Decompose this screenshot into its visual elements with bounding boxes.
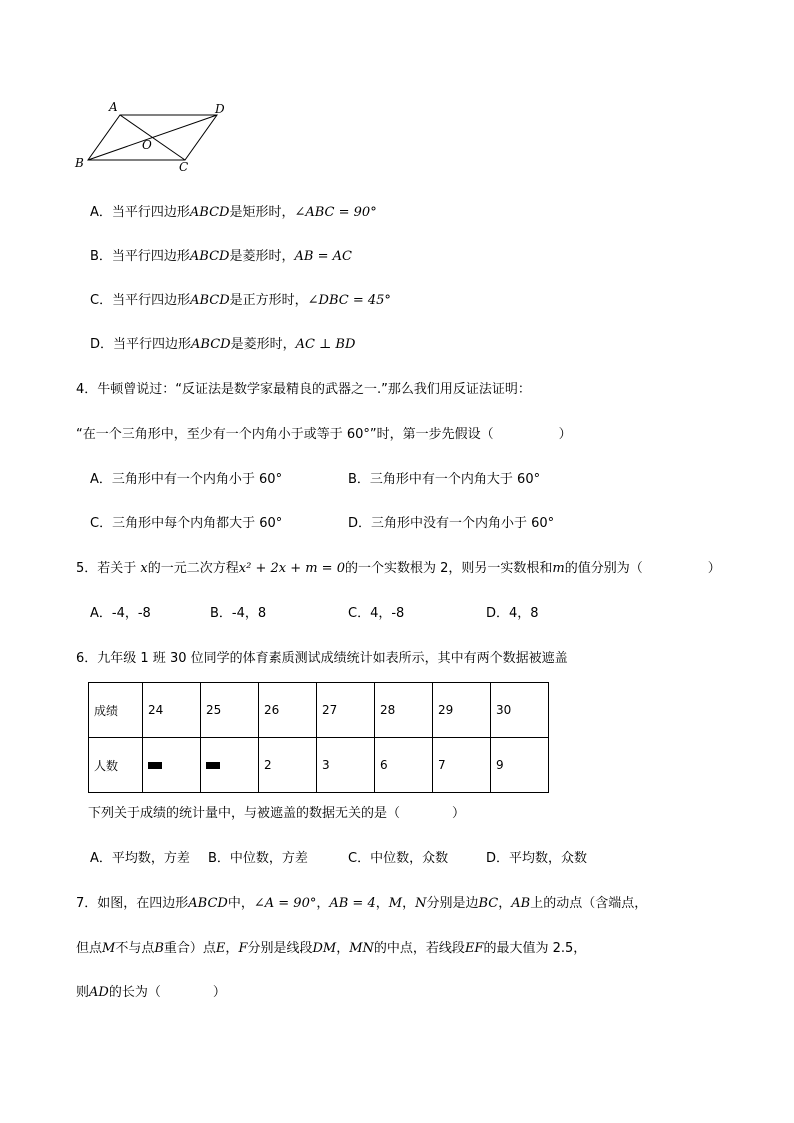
table-row-scores [89,683,549,738]
parallelogram-figure [72,98,242,178]
table-cell: 成绩 [89,683,143,738]
table-cell: 26 [259,683,317,738]
q6-option-d: D．平均数，众数 [486,851,588,866]
table-cell: 28 [375,683,433,738]
table-cell: 2 [259,738,317,793]
table-cell: 30 [491,683,549,738]
table-cell: 27 [317,683,375,738]
table-row-counts [89,738,549,793]
table-cell: 24 [143,683,201,738]
q6-option-c: C．中位数，众数 [348,851,449,866]
q5-stem: 5．若关于 x的一元二次方程x² + 2x + m = 0的一个实数根为 2，则另一实数根和m的值分别为（ ） [76,561,721,576]
table-cell: 人数 [89,738,143,793]
q4-option-b: B．三角形中有一个内角大于 60° [348,472,541,487]
q6-stem: 6．九年级 1 班 30 位同学的体育素质测试成绩统计如表所示，其中有两个数据被遮盖 [76,651,568,666]
q4-option-c: C．三角形中每个内角都大于 60° [90,516,283,531]
table-cell: 9 [491,738,549,793]
q7-line2: 但点M不与点B重合）点E，F分别是线段DM，MN的中点，若线段EF的最大值为 2.5， [76,941,587,956]
q7-line3: 则AD的长为（ ） [76,985,226,1000]
q5-option-c: C．4，-8 [348,606,405,621]
q3-option-d: D．当平行四边形ABCD是菱形时，AC ⊥ BD [90,337,356,352]
q4-stem-line1: 4．牛顿曾说过：“反证法是数学家最精良的武器之一.”那么我们用反证法证明： [76,382,531,397]
q5-option-d: D．4，8 [486,606,539,621]
q6-option-a: A．平均数，方差 [90,851,190,866]
table-cell: 3 [317,738,375,793]
q6-after: 下列关于成绩的统计量中，与被遮盖的数据无关的是（ ） [88,806,466,821]
q3-option-b: B．当平行四边形ABCD是菱形时，AB = AC [90,249,352,264]
cover-block [148,762,162,769]
q5-option-a: A．-4，-8 [90,606,151,621]
table-cell-covered [201,738,259,793]
table-cell: 25 [201,683,259,738]
table-cell: 6 [375,738,433,793]
q7-line1: 7．如图，在四边形ABCD中，∠A = 90°，AB = 4，M，N分别是边BC，AB上的动点（含端点， [76,896,648,911]
diagonal-bd [88,115,217,160]
table-cell: 29 [433,683,491,738]
q4-stem-line2: “在一个三角形中，至少有一个内角小于或等于 60°”时，第一步先假设（ ） [76,427,572,442]
cover-block [206,762,220,769]
label-d: D [215,102,225,116]
q5-option-b: B．-4，8 [210,606,267,621]
label-a: A [109,100,118,114]
label-c: C [179,160,189,174]
q4-option-a: A．三角形中有一个内角小于 60° [90,472,283,487]
table-cell: 7 [433,738,491,793]
q3-option-a: A．当平行四边形ABCD是矩形时，∠ABC = 90° [90,205,377,220]
label-b: B [75,156,84,170]
table-cell-covered [143,738,201,793]
q6-option-b: B．中位数，方差 [208,851,308,866]
label-o: O [142,138,152,152]
score-table [88,682,549,793]
q4-option-d: D．三角形中没有一个内角小于 60° [348,516,555,531]
q3-option-c: C．当平行四边形ABCD是正方形时，∠DBC = 45° [90,293,391,308]
